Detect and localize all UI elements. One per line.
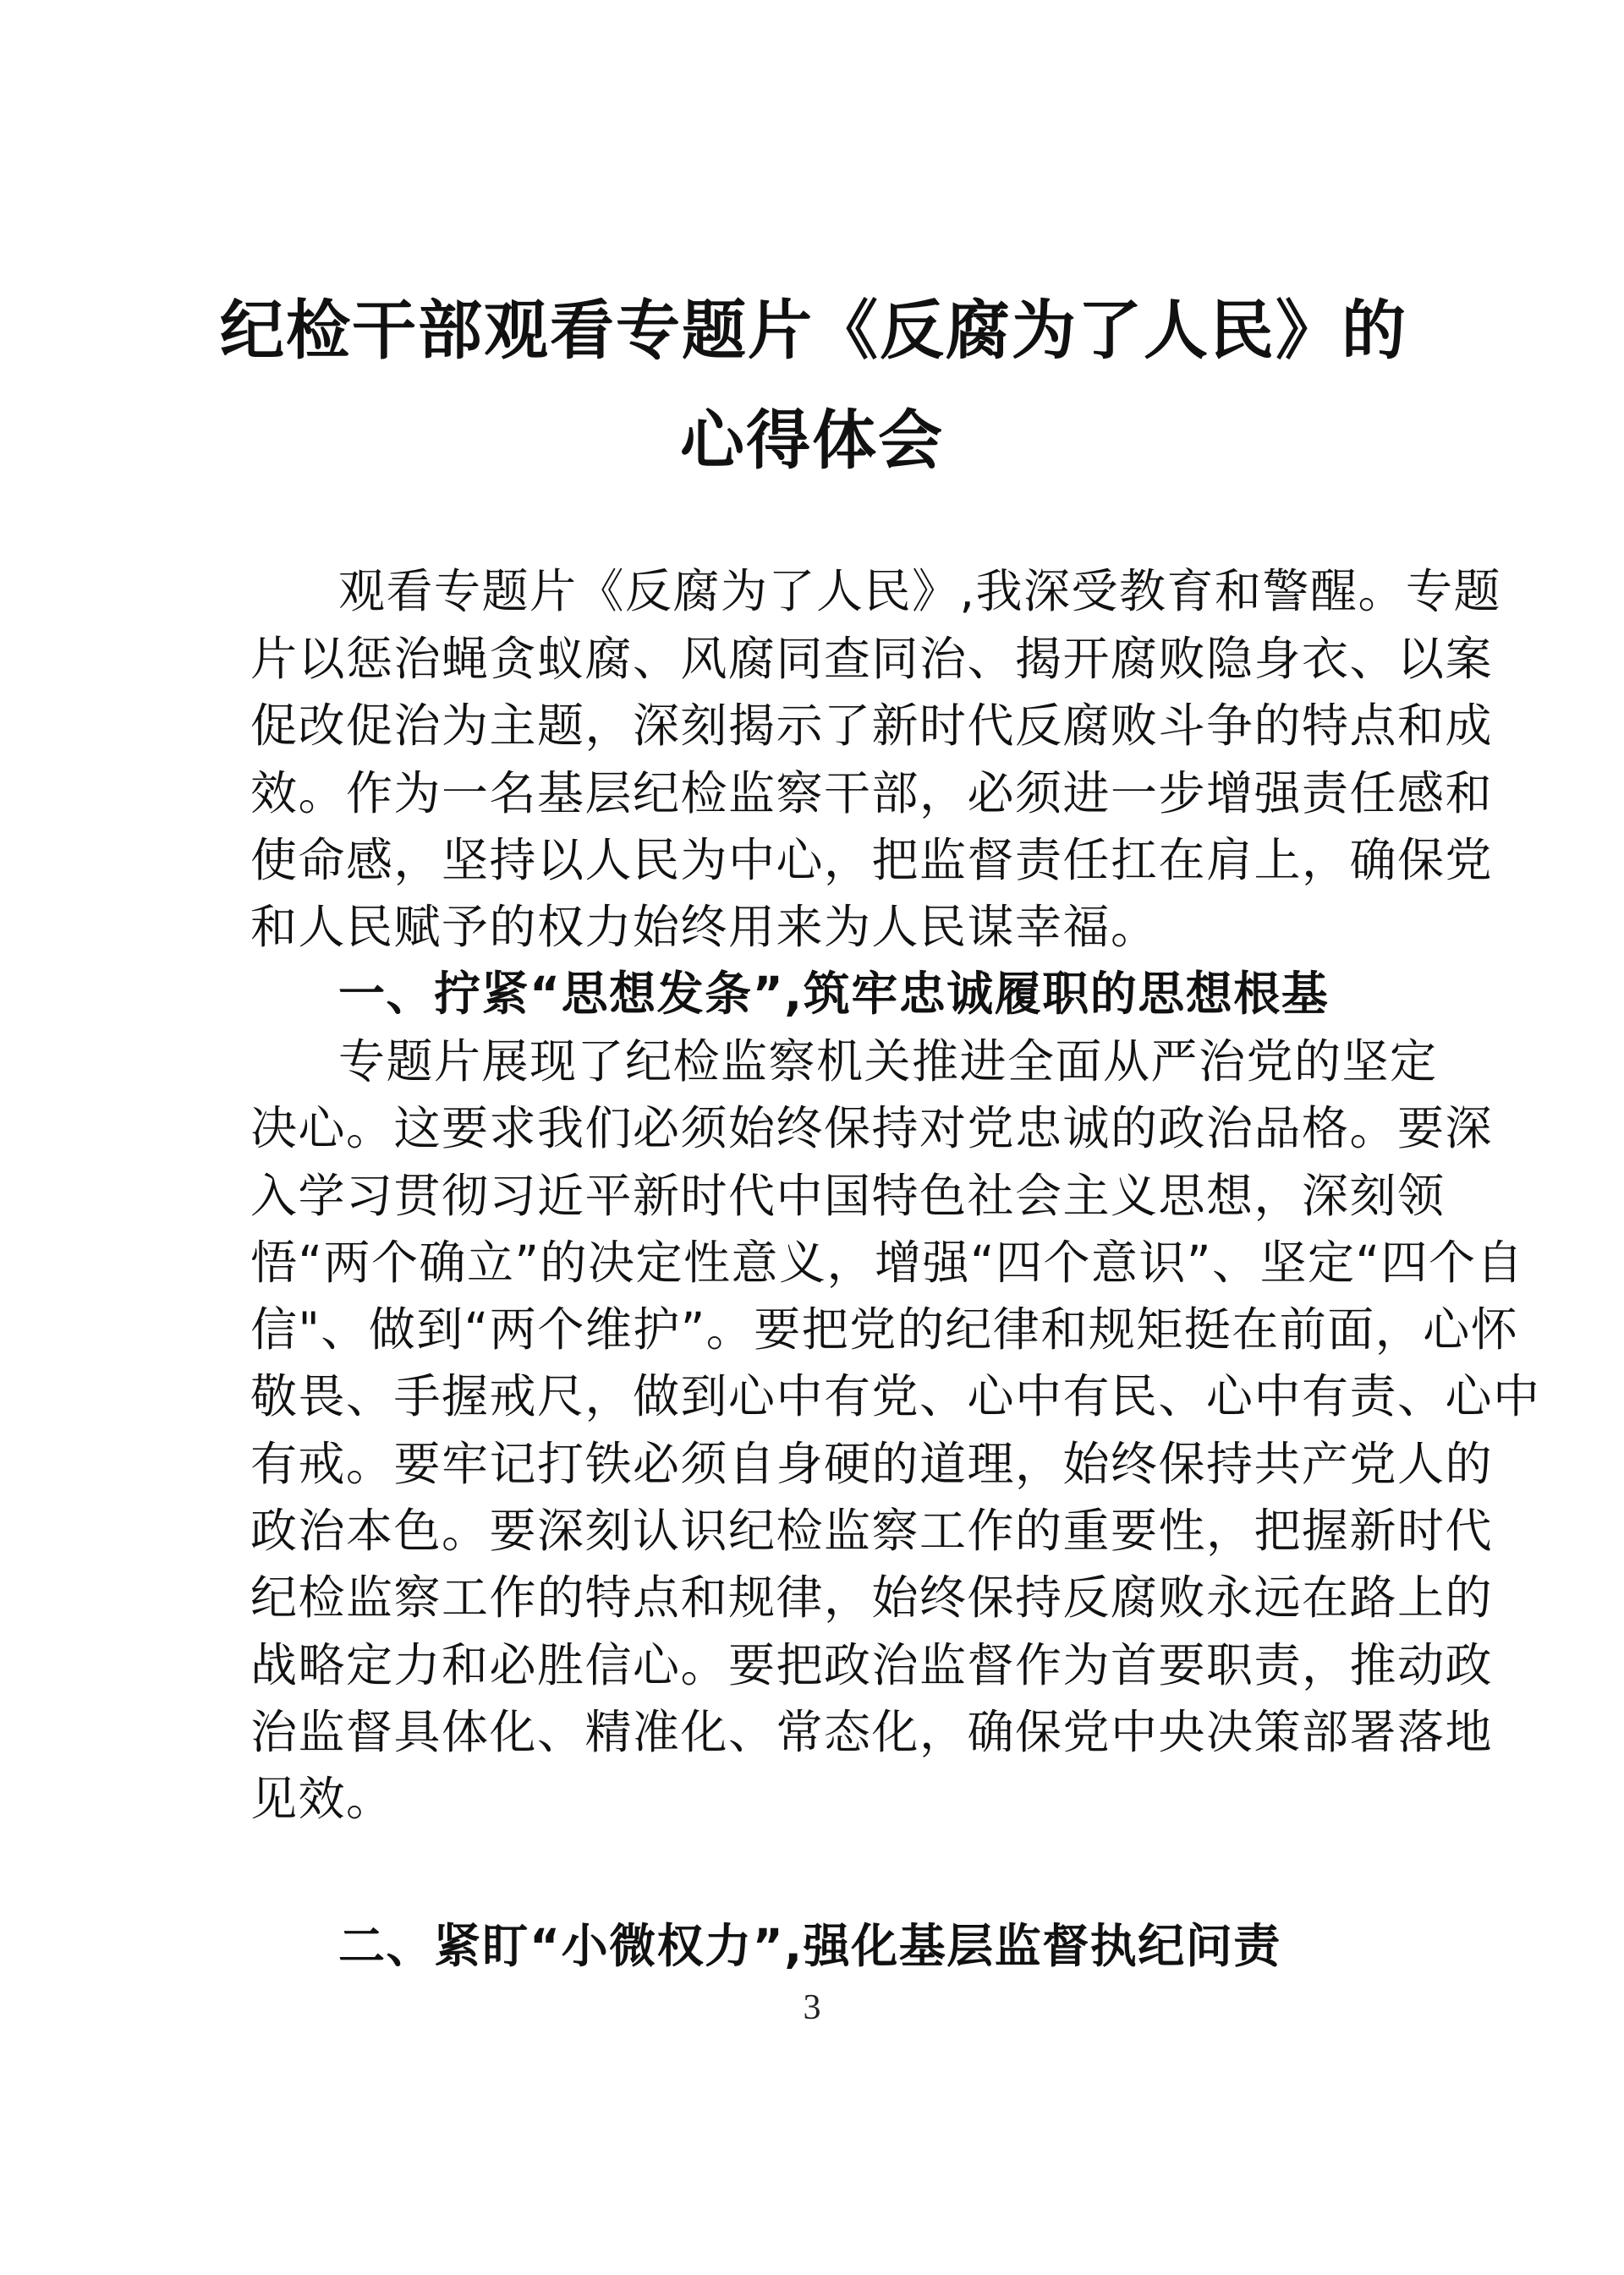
paragraph-line: 入学习贯彻习近平新时代中国特色社会主义思想，深刻领 [250, 1169, 1446, 1223]
paragraph-line: 纪检监察工作的特点和规律，始终保持反腐败永远在路上的 [250, 1571, 1494, 1625]
section-heading-1: 一、拧紧“思想发条”,筑牢忠诚履职的思想根基 [338, 967, 1330, 1021]
paragraph-line: 政治本色。要深刻认识纪检监察工作的重要性，把握新时代 [250, 1504, 1494, 1558]
paragraph-line: 促改促治为主题，深刻揭示了新时代反腐败斗争的特点和成 [250, 699, 1494, 753]
page-number: 3 [803, 1988, 821, 2027]
paragraph-line: 战略定力和必胜信心。要把政治监督作为首要职责，推动政 [250, 1638, 1494, 1692]
paragraph-line: 敬畏、手握戒尺，做到心中有党、心中有民、心中有责、心中 [250, 1369, 1541, 1423]
paragraph-line: 使命感，坚持以人民为中心，把监督责任扛在肩上，确保党 [250, 833, 1494, 887]
paragraph-line: 悟“两个确立”的决定性意义，增强“四个意识”、坚定“四个自 [250, 1236, 1524, 1290]
paragraph-line: 观看专题片《反腐为了人民》,我深受教育和警醒。专题 [338, 564, 1501, 618]
paragraph-line: 效。作为一名基层纪检监察干部，必须进一步增强责任感和 [250, 766, 1494, 820]
paragraph-line: 专题片展现了纪检监察机关推进全面从严治党的坚定 [338, 1034, 1438, 1088]
paragraph-line: 片以惩治蝇贪蚁腐、风腐同查同治、揭开腐败隐身衣、以案 [250, 632, 1494, 686]
paragraph-line: 有戒。要牢记打铁必须自身硬的道理，始终保持共产党人的 [250, 1437, 1494, 1491]
paragraph-line: 治监督具体化、精准化、常态化，确保党中央决策部署落地 [250, 1705, 1494, 1759]
paragraph-line: 和人民赋予的权力始终用来为人民谋幸福。 [250, 900, 1159, 954]
section-heading-2: 二、紧盯“小微权力”,强化基层监督执纪问责 [338, 1919, 1281, 1973]
paragraph-line: 信"、做到“两个维护”。要把党的纪律和规矩挺在前面，心怀 [250, 1302, 1519, 1357]
paragraph-line: 见效。 [250, 1772, 394, 1826]
document-title-line2: 心得体会 [680, 403, 944, 478]
document-title-line1: 纪检干部观看专题片《反腐为了人民》的 [220, 293, 1407, 368]
paragraph-line: 决心。这要求我们必须始终保持对党忠诚的政治品格。要深 [250, 1101, 1494, 1155]
